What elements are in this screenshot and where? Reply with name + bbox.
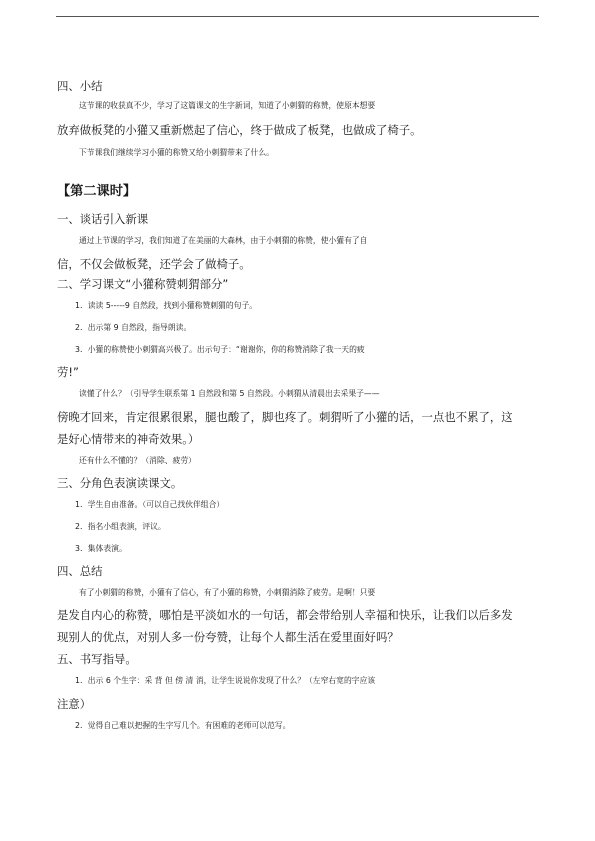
list-item: 1．读读 5-----9 自然段，找到小獾称赞刺猬的句子。 bbox=[75, 301, 258, 310]
paragraph-line: 这节课的收获真不少，学习了这篇课文的生字新词，知道了小刺猬的称赞，使原本想要 bbox=[79, 101, 376, 110]
paragraph-line: 是发自内心的称赞，哪怕是平淡如水的一句话，都会带给别人幸福和快乐，让我们以后多发 bbox=[57, 608, 513, 622]
heading-study: 二、学习课文“小獾称赞刺猬部分” bbox=[57, 277, 229, 291]
list-item: 3．小獾的称赞使小刺猬高兴极了。出示句子：“谢谢你，你的称赞消除了我一天的疲 bbox=[75, 345, 365, 354]
header-rule bbox=[56, 16, 539, 17]
paragraph-line: 信，不仅会做板凳，还学会了做椅子。 bbox=[57, 257, 251, 271]
list-item: 2．觉得自己难以把握的生字写几个。有困难的老师可以范写。 bbox=[75, 721, 291, 730]
paragraph-line: 现别人的优点，对别人多一份夸赞，让每个人都生活在爱里面好吗？ bbox=[57, 630, 399, 644]
paragraph-line: 放弃做板凳的小獾又重新燃起了信心，终于做成了板凳，也做成了椅子。 bbox=[57, 123, 422, 137]
paragraph-line: 还有什么不懂的？（消除、疲劳） bbox=[79, 456, 196, 465]
paragraph-line: 有了小刺猬的称赞，小獾有了信心，有了小獾的称赞，小刺猬消除了疲劳。是啊！只要 bbox=[79, 588, 376, 597]
paragraph-line: 注意） bbox=[57, 697, 92, 711]
paragraph-line: 傍晚才回来，肯定很累很累，腿也酸了，脚也疼了。刺猬听了小獾的话，一点也不累了，这 bbox=[57, 410, 513, 424]
heading-roleplay: 三、分角色表演读课文。 bbox=[57, 476, 183, 490]
list-item: 1．学生自由准备。（可以自己找伙伴组合） bbox=[75, 500, 225, 509]
list-item: 2．指名小组表演，评议。 bbox=[75, 522, 166, 531]
heading-intro: 一、谈话引入新课 bbox=[57, 212, 149, 226]
list-item: 2．出示第 9 自然段，指导朗读。 bbox=[75, 323, 192, 332]
paragraph-line: 读懂了什么？（引导学生联系第 1 自然段和第 5 自然段。小刺猬从清晨出去采果子—— bbox=[79, 389, 380, 398]
list-item: 3．集体表演。 bbox=[75, 544, 127, 553]
paragraph-line: 劳!” bbox=[57, 365, 79, 379]
section-title: 【第二课时】 bbox=[57, 184, 137, 199]
heading-summary: 四、小结 bbox=[57, 79, 103, 93]
heading-conclusion: 四、总结 bbox=[57, 564, 103, 578]
paragraph-line: 通过上节课的学习，我们知道了在美丽的大森林，由于小刺猬的称赞，使小獾有了自 bbox=[79, 236, 368, 245]
heading-writing: 五、书写指导。 bbox=[57, 652, 137, 666]
list-item: 1．出示 6 个生字：采 背 但 傍 清 消，让学生说说你发现了什么？（左窄右宽的字应该 bbox=[75, 676, 376, 685]
paragraph-line: 下节课我们继续学习小獾的称赞又给小刺猬带来了什么。 bbox=[79, 148, 274, 157]
paragraph-line: 是好心情带来的神奇效果。） bbox=[57, 432, 200, 446]
